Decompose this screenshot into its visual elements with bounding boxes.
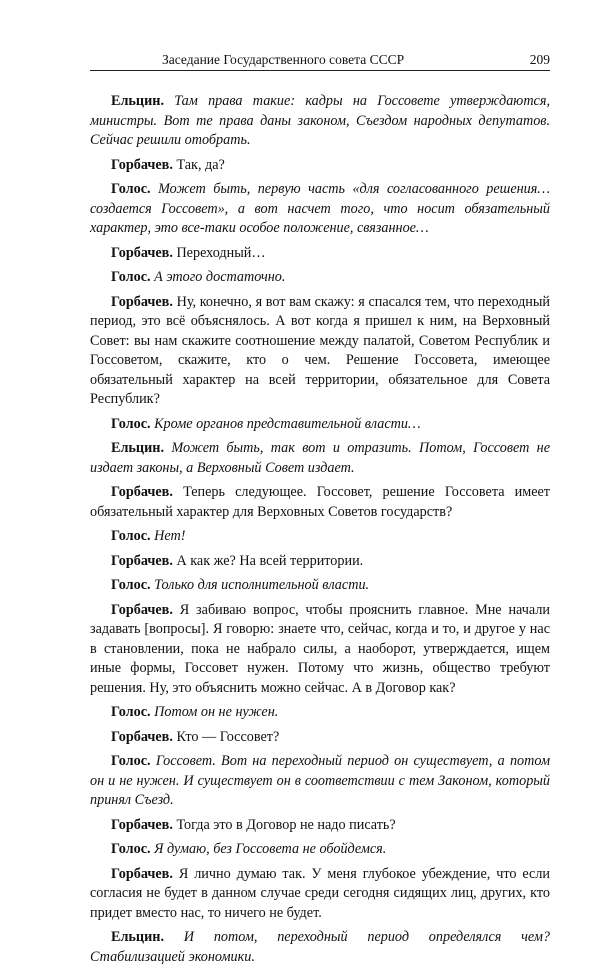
speaker-name: Горбачев. <box>111 728 173 745</box>
speaker-name: Горбачев. <box>111 601 173 618</box>
transcript-paragraph <box>90 244 550 264</box>
remark-text: Кто — Госсовет? <box>176 728 280 745</box>
page-number: 209 <box>529 52 550 67</box>
transcript-paragraph <box>90 527 550 547</box>
remark-text-italic: Кроме органов представительной власти… <box>154 415 421 432</box>
speaker-name: Голос. <box>111 528 151 544</box>
transcript-paragraph <box>90 840 550 860</box>
remark-text: Переходный… <box>176 244 266 261</box>
remark-text-italic: Может быть, первую часть «для согласованного решения… создается Госсовет», а вот насчет того, что носит обязательный характер, это все-таки особое положение, связанное… <box>90 181 550 236</box>
running-title: Заседание Государственного совета СССР <box>162 52 405 67</box>
remark-text: Ну, конечно, я вот вам скажу: я спасался тем, что переходный период, это всё объяснялось. А вот когда я пришел к ним, на Верховный Совет: вы нам скажите соотношение между палатой, Советом Республик и Госсоветом, скажите, кто о чем. Решение Госсовета, имеющее обязательный характер на всей территории, обязательное для Совета Республик? <box>90 293 550 407</box>
speaker-name: Голос. <box>111 753 151 769</box>
remark-text-italic: И потом, переходный период определялся чем? Стабилизацией экономики. <box>90 929 550 965</box>
transcript-paragraph <box>90 293 550 410</box>
header-rule <box>90 70 550 71</box>
remark-text: Я лично думаю так. У меня глубокое убеждение, что если согласия не будет в данном случае среди сегодня сидящих лиц, других, кто придет вместо нас, то ничего не будет. <box>90 865 551 921</box>
speaker-name: Голос. <box>111 577 151 593</box>
remark-text-italic: Потом он не нужен. <box>154 704 279 720</box>
transcript-paragraph <box>90 156 550 176</box>
transcript-paragraph <box>90 180 550 239</box>
transcript-paragraph <box>90 439 550 478</box>
transcript-paragraph <box>90 865 550 924</box>
speaker-name: Горбачев. <box>111 552 173 569</box>
running-header <box>90 52 550 68</box>
transcript-body <box>90 92 550 972</box>
transcript-paragraph <box>90 752 550 811</box>
remark-text-italic: Нет! <box>154 528 186 544</box>
speaker-name: Горбачев. <box>111 293 173 310</box>
speaker-name: Горбачев. <box>111 816 173 833</box>
remark-text: Теперь следующее. Госсовет, решение Госсовета имеет обязательный характер для Верховных Советов государств? <box>90 484 551 520</box>
transcript-paragraph <box>90 928 550 967</box>
remark-text: Я забиваю вопрос, чтобы прояснить главное. Мне начали задавать [вопросы]. Я говорю: знаете что, сейчас, когда и то, и другое у нас в становлении, пока не набрало силы, а наоборот, утверждается, ищем иные формы, Госсовет нужен. Потому что жизнь, общество требуют решения. Ну, это объяснить можно сейчас. А в Договор как? <box>90 601 550 696</box>
remark-text-italic: А этого достаточно. <box>154 269 286 285</box>
transcript-paragraph <box>90 576 550 596</box>
speaker-name: Горбачев. <box>111 156 173 173</box>
speaker-name: Голос. <box>111 704 151 720</box>
speaker-name: Ельцин. <box>111 93 164 109</box>
speaker-name: Голос. <box>111 841 151 857</box>
speaker-name: Ельцин. <box>111 440 164 456</box>
speaker-name: Горбачев. <box>111 865 173 882</box>
speaker-name: Горбачев. <box>111 244 173 261</box>
transcript-paragraph <box>90 552 550 572</box>
transcript-paragraph <box>90 268 550 288</box>
remark-text: А как же? На всей территории. <box>176 552 364 569</box>
speaker-name: Горбачев. <box>111 484 173 500</box>
speaker-name: Голос. <box>111 415 151 432</box>
transcript-paragraph <box>90 415 550 435</box>
remark-text-italic: Может быть, так вот и отразить. Потом, Госсовет не издает законы, а Верховный Совет издает. <box>90 440 551 476</box>
transcript-paragraph <box>90 601 550 699</box>
speaker-name: Голос. <box>111 181 151 197</box>
transcript-paragraph <box>90 703 550 723</box>
remark-text-italic: Госсовет. Вот на переходный период он существует, а потом он и не нужен. И существует он в соответствии с тем Законом, который принял Съезд. <box>90 753 550 808</box>
transcript-paragraph <box>90 92 550 151</box>
speaker-name: Ельцин. <box>111 929 164 945</box>
transcript-paragraph <box>90 728 550 748</box>
remark-text-italic: Я думаю, без Госсовета не обойдемся. <box>154 841 387 857</box>
remark-text: Тогда это в Договор не надо писать? <box>176 816 396 833</box>
remark-text: Так, да? <box>176 156 225 173</box>
remark-text-italic: Там права такие: кадры на Госсовете утверждаются, министры. Вот те права даны законом, Съездом народных депутатов. Сейчас решили отобрать. <box>90 93 550 148</box>
transcript-paragraph <box>90 816 550 836</box>
transcript-paragraph <box>90 483 550 522</box>
speaker-name: Голос. <box>111 269 151 285</box>
remark-text-italic: Только для исполнительной власти. <box>154 577 370 593</box>
